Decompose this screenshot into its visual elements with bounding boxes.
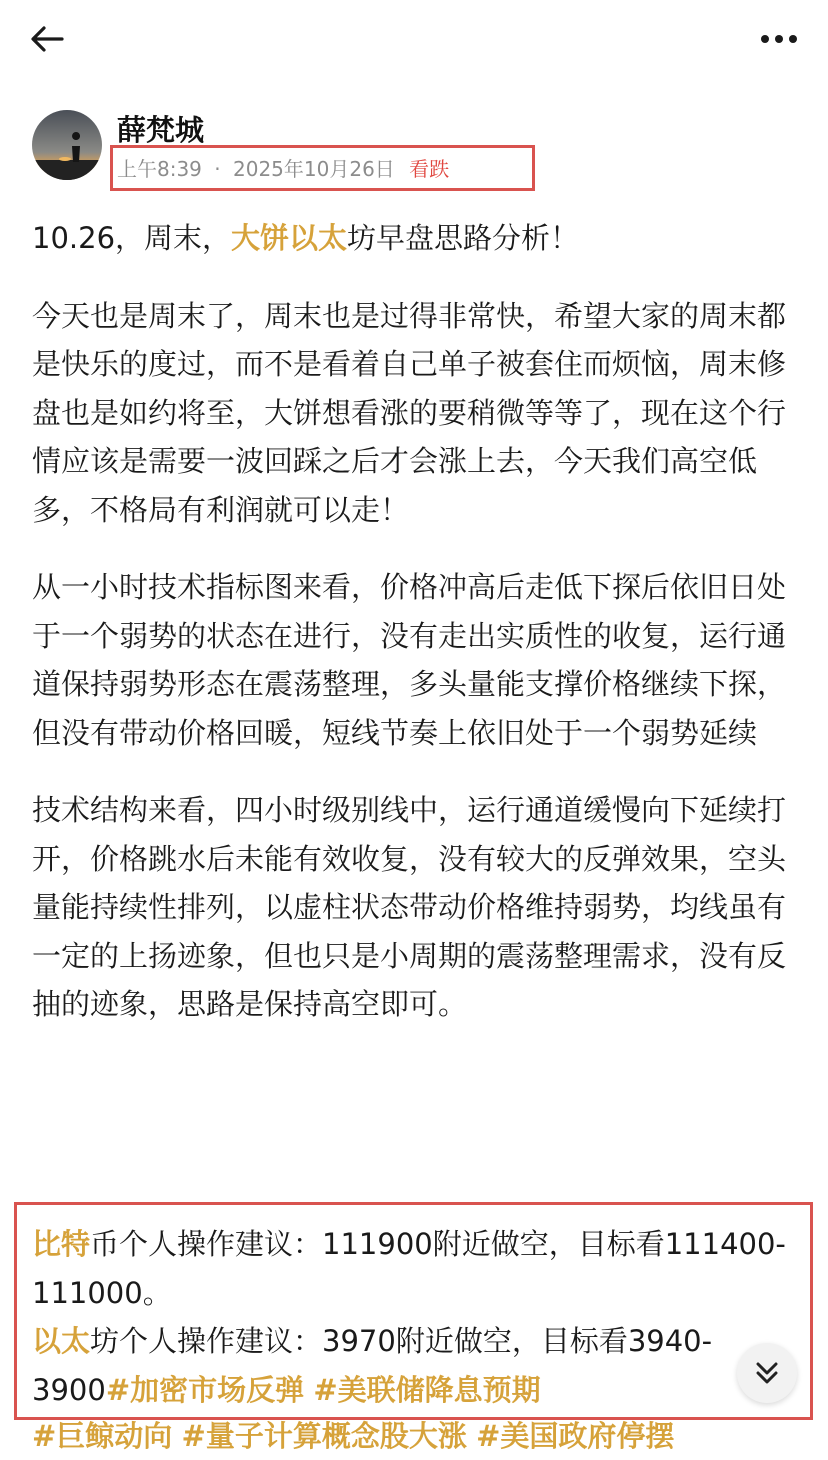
hashtag[interactable]: #巨鲸动向 (32, 1419, 173, 1453)
avatar[interactable] (32, 110, 102, 180)
hashtag[interactable]: #美国政府停摆 (476, 1419, 675, 1453)
paragraph-1: 今天也是周末了，周末也是过得非常快，希望大家的周末都是快乐的度过，而不是看着自己单子被套住而烦恼，周末修盘也是如约将至，大饼想看涨的要稍微等等了，现在这个行情应该是需要一波回踩之后才会涨上去，今天我们高空低多，不格局有利润就可以走！ (32, 298, 787, 527)
back-button[interactable] (28, 22, 68, 56)
scroll-down-button[interactable] (737, 1343, 797, 1403)
more-button[interactable] (756, 24, 802, 54)
btc-highlight: 比特 (32, 1227, 91, 1261)
hashtag[interactable]: #量子计算概念股大涨 (181, 1419, 467, 1453)
post-content (32, 214, 802, 1058)
paragraph-2: 从一小时技术指标图来看，价格冲高后走低下探后依旧日处于一个弱势的状态在进行，没有走出实质性的收复，运行通道保持弱势形态在震荡整理，多头量能支撑价格继续下探，但没有带动价格回暖，短线节奏上依旧处于一个弱势延续 (32, 570, 787, 750)
arrow-left-icon (28, 22, 68, 56)
btc-advice (32, 1220, 802, 1317)
post-intro (32, 214, 802, 263)
meta-separator: · (214, 157, 221, 181)
top-bar (0, 0, 828, 80)
trading-advice (32, 1220, 802, 1414)
eth-highlight: 以太 (32, 1324, 91, 1358)
intro-highlight: 大饼以太 (231, 221, 348, 255)
intro-text-end: 坊早盘思路分析！ (347, 221, 580, 255)
paragraph-3: 技术结构来看，四小时级别线中，运行通道缓慢向下延续打开，价格跳水后未能有效收复，没有较大的反弹效果，空头量能持续性排列，以虚柱状态带动价格维持弱势，均线虽有一定的上扬迹象，但也只是小周期的震荡整理需求，没有反抽的迹象，思路是保持高空即可。 (32, 793, 787, 1021)
post-time: 上午8:39 (117, 157, 202, 181)
hashtag-row (32, 1412, 802, 1460)
avatar-image (32, 110, 102, 180)
post-date: 2025年10月26日 (233, 157, 395, 181)
intro-text: 10.26，周末， (32, 221, 232, 255)
eth-advice-text: 坊个人操作建议：3970附近做空，目标看3940-3900 (32, 1324, 713, 1407)
eth-advice (32, 1317, 802, 1414)
btc-advice-text: 币个人操作建议：111900附近做空，目标看111400-111000。 (32, 1227, 786, 1310)
author-name[interactable]: 薛梵城 (117, 113, 205, 147)
post-meta (117, 153, 449, 182)
more-horizontal-icon (756, 24, 802, 54)
sentiment-tag[interactable]: 看跌 (409, 157, 450, 181)
hashtag[interactable]: #美联储降息预期 (313, 1372, 541, 1407)
chevron-double-down-icon (752, 1358, 782, 1388)
hashtag[interactable]: #加密市场反弹 (105, 1372, 305, 1407)
